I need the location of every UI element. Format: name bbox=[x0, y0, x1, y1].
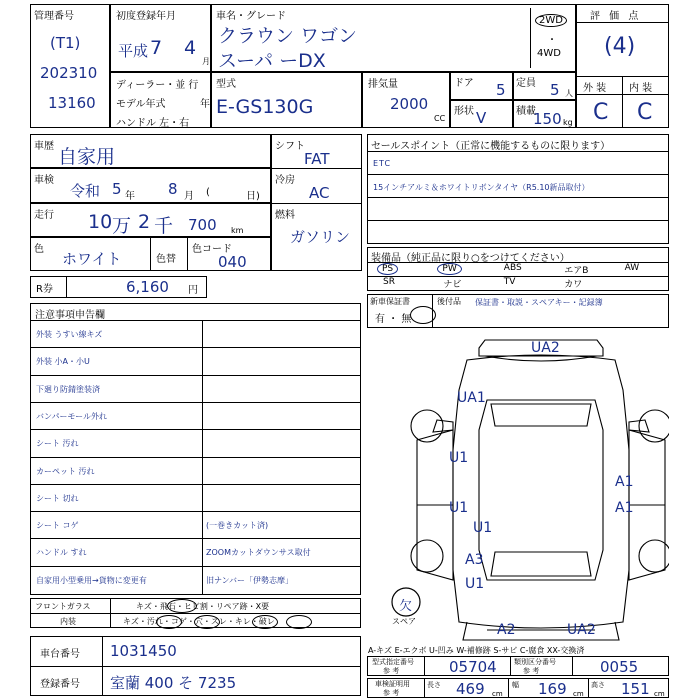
height-label: 高さ bbox=[591, 681, 605, 689]
mileage-man: 10 bbox=[88, 211, 113, 233]
front-glass-value: キズ・飛石・ヒビ割・リペア跡・X要 bbox=[136, 602, 270, 611]
width-label: 幅 bbox=[512, 681, 519, 689]
glass-interior-value: キズ・汚れ・コゲ・穴・スレ・キレ・破レ bbox=[123, 617, 275, 626]
damage-mark: A2 bbox=[497, 622, 516, 638]
type-no-value: 05704 bbox=[449, 658, 497, 676]
displacement-label: 排気量 bbox=[368, 79, 398, 90]
mgmt-no-tag: (T1) bbox=[50, 34, 81, 52]
recycle-label: R券 bbox=[36, 284, 53, 295]
spare-mark: 欠 bbox=[399, 599, 413, 614]
note-row-left: 外装 小A・小U bbox=[36, 357, 90, 367]
class-no-sub: 参 考 bbox=[523, 667, 540, 675]
equipment-item: AW bbox=[624, 263, 640, 273]
glass-interior-label: 内装 bbox=[60, 617, 76, 626]
class-no-value: 0055 bbox=[600, 658, 639, 676]
recycle-unit: 円 bbox=[188, 285, 198, 296]
drive-dot: ・ bbox=[547, 35, 557, 46]
cert-sub: 参 考 bbox=[383, 689, 400, 697]
sales-point-item: ETC bbox=[373, 159, 392, 168]
first-reg-label: 初度登録年月 bbox=[116, 11, 176, 22]
damage-mark: UA2 bbox=[567, 622, 596, 638]
exterior-label: 外 装 bbox=[583, 83, 607, 94]
load-unit: kg bbox=[563, 118, 573, 127]
model-year-label: モデル年式 bbox=[116, 99, 166, 110]
color-value: ホワイト bbox=[62, 250, 122, 268]
ac-value: AC bbox=[309, 184, 330, 202]
note-row-right: 旧ナンバー「伊勢志摩」 bbox=[206, 575, 294, 585]
sales-point-item: 15インチアルミ＆ホワイトリボンタイヤ（R5.10新品取付） bbox=[373, 183, 590, 192]
note-row-left: ハンドル すれ bbox=[36, 548, 87, 558]
score-value: (4) bbox=[604, 34, 636, 59]
recycle-value: 6,160 bbox=[126, 278, 169, 296]
notes-label: 注意事項申告欄 bbox=[35, 310, 105, 321]
score-label: 評 価 点 bbox=[590, 11, 642, 22]
fuel-label: 燃料 bbox=[275, 210, 295, 221]
note-row-left: 自家用小型乗用→貨物に変更有 bbox=[36, 575, 147, 585]
plate-value: 室蘭 400 そ 7235 bbox=[110, 674, 237, 692]
note-row-left: シート 切れ bbox=[36, 493, 79, 503]
first-reg-month-unit: 月 bbox=[202, 57, 210, 66]
damage-mark: UA1 bbox=[457, 390, 486, 406]
type-label: 型式 bbox=[216, 79, 236, 90]
dealer-label: ディーラー・並 行 bbox=[116, 80, 199, 91]
damage-marks bbox=[449, 340, 633, 638]
color-change-label: 色替 bbox=[156, 254, 176, 265]
mileage-man-unit: 万 bbox=[112, 215, 132, 237]
class-no-label: 類別区分番号 bbox=[514, 658, 556, 666]
equipment-item: カワ bbox=[564, 280, 583, 290]
glass-circle-mark bbox=[167, 599, 197, 613]
front-glass-label: フロントガラス bbox=[35, 602, 91, 611]
shape-value: V bbox=[476, 109, 487, 127]
inspection-label: 車検 bbox=[34, 175, 54, 186]
equipment-item: PS bbox=[377, 263, 398, 275]
note-row-right: (一巻きカット済) bbox=[206, 521, 269, 531]
equipment-label: 装備品（純正品に限り○をつけてください） bbox=[371, 253, 570, 264]
damage-mark: U1 bbox=[449, 450, 469, 466]
doors-label: ドア bbox=[454, 78, 474, 89]
note-row-left: カーペット 汚れ bbox=[36, 466, 95, 476]
note-row-left: 下廻り防錆塗装済 bbox=[36, 384, 100, 394]
damage-mark: A1 bbox=[615, 500, 634, 516]
spare-label: スペア bbox=[392, 617, 416, 626]
length-value: 469 bbox=[456, 680, 485, 698]
mileage-unit: km bbox=[231, 226, 244, 235]
drive-2wd: 2WD bbox=[535, 14, 567, 27]
color-code-label: 色コード bbox=[192, 244, 232, 255]
displacement-value: 2000 bbox=[390, 95, 429, 113]
car-name-label: 車名・グレード bbox=[216, 11, 286, 22]
mileage-sen-unit: 千 bbox=[154, 215, 174, 237]
type-value: E-GS130G bbox=[216, 96, 314, 118]
displacement-unit: CC bbox=[434, 114, 446, 123]
car-name: クラウン ワゴン bbox=[218, 25, 358, 47]
handle-label: ハンドル 左・右 bbox=[116, 118, 190, 129]
ac-label: 冷房 bbox=[275, 175, 295, 186]
type-no-sub: 参 考 bbox=[383, 667, 400, 675]
note-row-left: シート コゲ bbox=[36, 521, 79, 531]
equipment-item: エアB bbox=[564, 266, 589, 276]
length-unit: cm bbox=[492, 690, 503, 698]
inspection-era: 令和 bbox=[70, 182, 101, 200]
mgmt-no-2: 13160 bbox=[48, 94, 96, 112]
damage-mark: U1 bbox=[473, 520, 493, 536]
interior-value: C bbox=[637, 100, 653, 125]
note-row-left: シート 汚れ bbox=[36, 439, 79, 449]
drive-4wd: 4WD bbox=[537, 48, 561, 59]
exterior-value: C bbox=[593, 100, 609, 125]
note-row-left: 外装 うすい線キズ bbox=[36, 330, 103, 339]
chassis-value: 1031450 bbox=[110, 642, 177, 660]
damage-mark: U1 bbox=[465, 576, 485, 592]
shift-value: FAT bbox=[304, 150, 330, 168]
inspection-box bbox=[30, 168, 271, 203]
history-value: 自家用 bbox=[58, 146, 116, 168]
inspection-year: 5 bbox=[112, 180, 122, 198]
damage-legend: A-キズ E-エクボ U-凹み W-補修跡 S-サビ C-腐食 XX-交換済 bbox=[368, 646, 585, 655]
inspection-month: 8 bbox=[168, 180, 178, 198]
doors-value: 5 bbox=[496, 81, 506, 99]
damage-mark: UA2 bbox=[531, 340, 560, 356]
new-car-warranty-value: 有 ・ 無 bbox=[375, 314, 412, 325]
width-value: 169 bbox=[538, 680, 567, 698]
grade: スーパ ーDX bbox=[218, 50, 326, 72]
capacity-unit: 人 bbox=[565, 89, 573, 98]
width-unit: cm bbox=[573, 690, 584, 698]
first-reg-year: 7 bbox=[150, 37, 163, 59]
history-label: 車歴 bbox=[34, 141, 54, 152]
capacity-value: 5 bbox=[550, 81, 560, 99]
color-label: 色 bbox=[34, 244, 44, 255]
equipment-item: SR bbox=[383, 277, 395, 287]
load-label: 積載 bbox=[516, 106, 536, 117]
included-label: 後付品 bbox=[437, 297, 461, 306]
cert-label: 車検証明用 bbox=[375, 680, 410, 688]
equipment-item: PW bbox=[437, 263, 461, 275]
inspection-day-unit: 日) bbox=[246, 191, 260, 202]
equipment-item: ABS bbox=[503, 263, 522, 273]
warranty-circle-mark bbox=[410, 306, 436, 324]
new-car-warranty-label: 新車保証書 bbox=[370, 297, 410, 306]
fuel-value: ガソリン bbox=[290, 228, 351, 246]
first-reg-era: 平成 bbox=[118, 42, 149, 60]
damage-mark: A1 bbox=[615, 474, 634, 490]
mgmt-no-label: 管理番号 bbox=[34, 11, 74, 22]
included-value: 保証書・取説・スペアキー・記録簿 bbox=[475, 298, 603, 307]
equipment-item: ナビ bbox=[443, 280, 462, 290]
inspection-year-unit: 年 bbox=[125, 191, 135, 202]
length-label: 長さ bbox=[427, 681, 441, 689]
type-no-label: 型式指定番号 bbox=[372, 658, 414, 666]
note-row-right: ZOOMカットダウンサス取付 bbox=[206, 548, 311, 558]
model-year-unit: 年 bbox=[200, 99, 210, 110]
mileage-label: 走行 bbox=[34, 210, 54, 221]
inspection-day-open: ( bbox=[206, 187, 210, 198]
color-code-value: 040 bbox=[218, 253, 247, 271]
capacity-label: 定員 bbox=[516, 78, 536, 89]
note-row-left: バンパーモール外れ bbox=[36, 411, 107, 421]
mgmt-no-1: 202310 bbox=[40, 64, 98, 82]
height-value: 151 bbox=[621, 680, 650, 698]
interior-label: 内 装 bbox=[629, 83, 653, 94]
car-diagram bbox=[367, 330, 669, 650]
inspection-month-unit: 月 bbox=[184, 191, 194, 202]
shift-label: シフト bbox=[275, 141, 305, 152]
chassis-label: 車台番号 bbox=[40, 649, 80, 660]
mileage-rest: 700 bbox=[188, 216, 217, 234]
first-reg-month: 4 bbox=[184, 37, 197, 59]
height-unit: cm bbox=[654, 690, 665, 698]
equipment-item: TV bbox=[503, 277, 516, 287]
damage-mark: U1 bbox=[449, 500, 469, 516]
auction-sheet bbox=[30, 4, 669, 696]
load-value: 150 bbox=[533, 110, 562, 128]
plate-label: 登録番号 bbox=[40, 679, 80, 690]
sales-points-label: セールスポイント（正常に機能するものに限ります） bbox=[371, 141, 611, 152]
recycle-box bbox=[30, 276, 207, 298]
damage-mark: A3 bbox=[465, 552, 484, 568]
shape-label: 形状 bbox=[454, 106, 474, 117]
mileage-sen: 2 bbox=[138, 211, 151, 233]
